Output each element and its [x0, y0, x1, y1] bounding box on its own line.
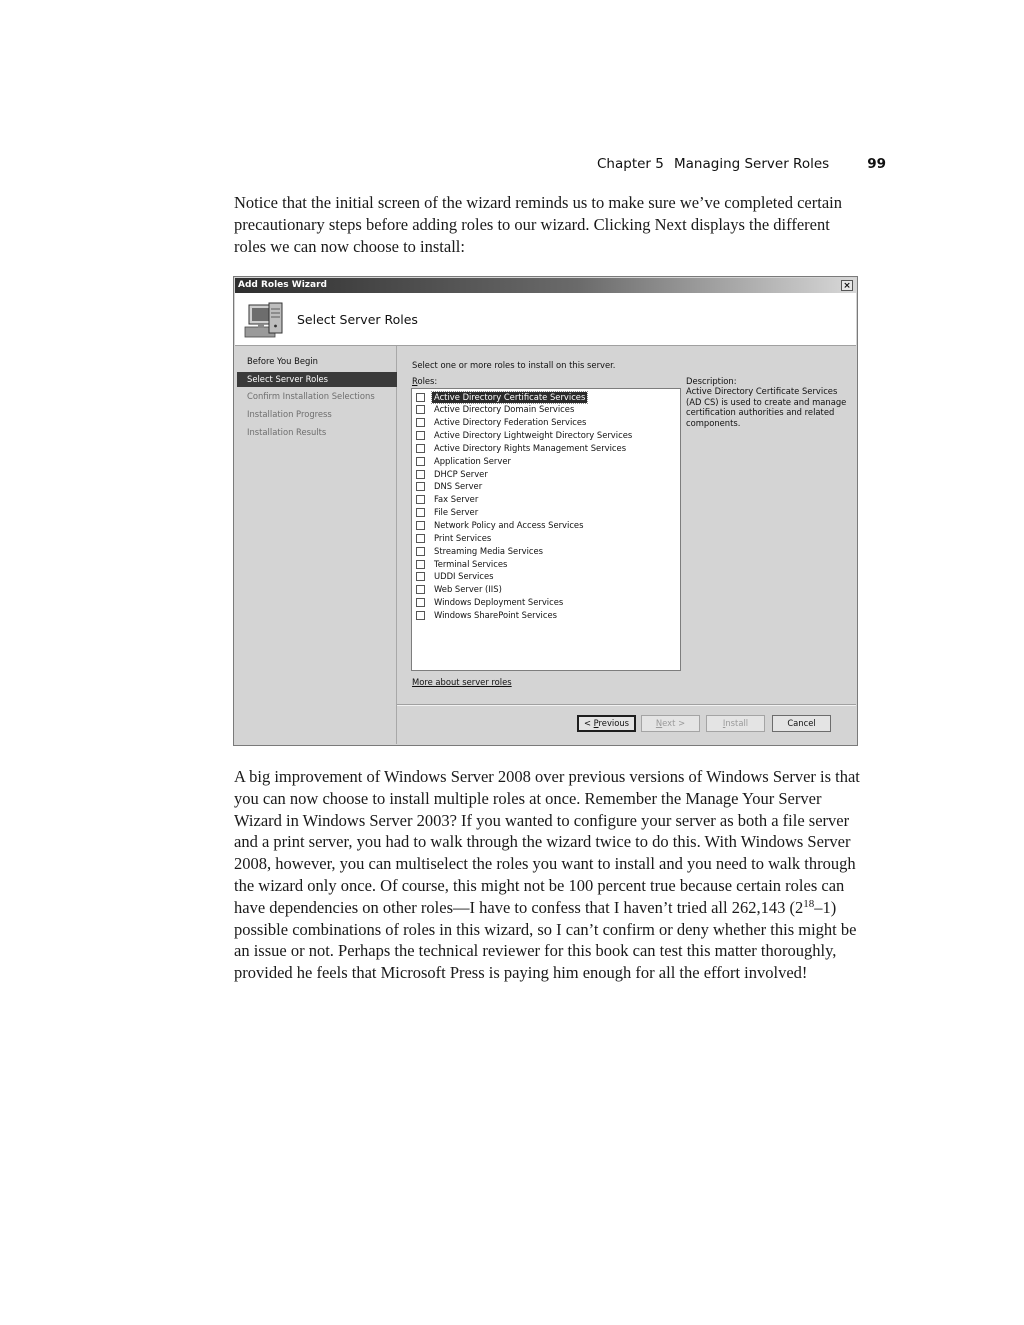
role-label[interactable]: DNS Server — [434, 481, 483, 492]
role-label[interactable]: Network Policy and Access Services — [434, 520, 584, 530]
role-checkbox[interactable] — [416, 547, 425, 556]
role-description — [686, 376, 856, 428]
roles-label-text: oles: — [417, 376, 438, 386]
role-row[interactable] — [416, 494, 480, 506]
text-line: possible combinations of roles in this wizard, so I can’t confirm or deny whether this might be — [234, 919, 857, 939]
window-title: Add Roles Wizard — [238, 280, 327, 290]
role-checkbox[interactable] — [416, 534, 425, 543]
role-checkbox[interactable] — [416, 405, 425, 414]
install-button[interactable] — [706, 715, 765, 732]
role-checkbox[interactable] — [416, 560, 425, 569]
previous-button-text: revious — [598, 718, 630, 728]
button-divider — [397, 704, 856, 706]
cancel-button[interactable]: Cancel — [772, 715, 831, 732]
text-line-with-superscript — [234, 897, 886, 919]
install-button-text: nstall — [725, 718, 749, 728]
role-row[interactable] — [416, 597, 565, 609]
role-row[interactable] — [416, 391, 587, 403]
text-line: A big improvement of Windows Server 2008 over previous versions of Windows Server is that — [234, 767, 860, 786]
role-checkbox[interactable] — [416, 521, 425, 530]
role-label[interactable]: Windows Deployment Services — [434, 597, 564, 608]
role-label[interactable]: Web Server (IIS) — [434, 584, 502, 595]
exponent: 18 — [803, 897, 815, 910]
description-line: components. — [686, 417, 741, 428]
roles-label — [412, 376, 437, 386]
role-row[interactable] — [416, 430, 634, 442]
role-checkbox[interactable] — [416, 585, 425, 594]
role-checkbox[interactable] — [416, 418, 425, 427]
role-label[interactable]: Application Server — [434, 455, 511, 466]
wizard-page-title: Select Server Roles — [297, 312, 418, 327]
role-label[interactable]: Terminal Services — [434, 558, 508, 569]
chapter-title: Managing Server Roles — [674, 156, 830, 172]
wizard-titlebar[interactable] — [235, 278, 856, 293]
role-label[interactable]: Active Directory Lightweight Directory Services — [434, 430, 633, 441]
next-button[interactable] — [641, 715, 700, 732]
description-line: certification authorities and related — [686, 407, 835, 418]
next-button-accesskey: N — [655, 718, 663, 728]
text-line: Notice that the initial screen of the wizard reminds us to make sure we’ve completed certain — [234, 193, 842, 212]
description-title: Description: — [686, 376, 737, 386]
text-line: roles we can now choose to install: — [234, 236, 465, 256]
role-row[interactable] — [416, 404, 576, 416]
text-line: provided he feels that Microsoft Press is paying him enough for all the effort involved! — [234, 963, 808, 983]
install-button-accesskey: I — [722, 718, 726, 728]
nav-item-confirm-installation: Confirm Installation Selections — [247, 391, 375, 401]
text-line: you can now choose to install multiple roles at once. Remember the Manage Your Server — [234, 788, 822, 808]
text-line: Wizard in Windows Server 2003? If you wanted to configure your server as both a file server — [234, 810, 850, 830]
role-checkbox[interactable] — [416, 611, 425, 620]
page-number: 99 — [867, 156, 886, 172]
role-row[interactable] — [416, 609, 559, 621]
next-button-text: ext > — [662, 718, 686, 728]
role-label[interactable]: Active Directory Domain Services — [434, 404, 575, 415]
add-roles-wizard-window — [233, 276, 858, 746]
previous-button-accesskey: P — [593, 718, 599, 728]
role-row[interactable] — [416, 584, 504, 596]
role-checkbox[interactable] — [416, 444, 425, 453]
role-row[interactable] — [416, 442, 628, 454]
role-label[interactable]: Streaming Media Services — [434, 545, 544, 556]
roles-label-accesskey: R — [412, 376, 418, 386]
role-label[interactable]: Active Directory Certificate Services — [434, 391, 586, 402]
role-checkbox[interactable] — [416, 457, 425, 466]
text-fragment: –1) — [814, 897, 837, 917]
role-label[interactable]: Active Directory Rights Management Services — [434, 442, 627, 453]
roles-checklist[interactable] — [411, 388, 681, 671]
role-label[interactable]: DHCP Server — [434, 468, 488, 479]
role-row[interactable] — [416, 455, 513, 467]
nav-item-installation-results: Installation Results — [247, 427, 327, 437]
nav-item-select-server-roles[interactable]: Select Server Roles — [237, 372, 397, 387]
description-line: Active Directory Certificate Services — [686, 386, 838, 397]
wizard-header — [235, 293, 856, 346]
nav-item-installation-progress: Installation Progress — [247, 409, 332, 419]
previous-button-prefix: < — [583, 718, 594, 728]
role-label[interactable]: UDDI Services — [434, 571, 494, 582]
running-head — [560, 156, 886, 176]
text-line: the wizard only once. Of course, this might not be 100 percent true because certain roles can — [234, 875, 845, 895]
role-checkbox[interactable] — [416, 470, 425, 479]
text-fragment: have dependencies on other roles—I have to confess that I haven’t tried all 262,143 (2 — [234, 897, 804, 917]
server-computer-icon — [243, 300, 285, 340]
text-line: an issue or not. Perhaps the technical reviewer for this book can test this matter thoroughly, — [234, 941, 837, 961]
role-row[interactable] — [416, 417, 588, 429]
more-about-server-roles-link[interactable]: More about server roles — [412, 677, 512, 687]
role-label[interactable]: Windows SharePoint Services — [434, 609, 557, 620]
nav-item-before-you-begin[interactable]: Before You Begin — [247, 356, 318, 366]
wizard-nav — [235, 346, 397, 744]
role-row[interactable] — [416, 481, 484, 493]
text-line: 2008, however, you can multiselect the roles you want to install and you need to walk through — [234, 854, 856, 874]
role-label[interactable]: File Server — [434, 507, 479, 518]
description-line: (AD CS) is used to create and manage — [686, 396, 847, 407]
chapter-label: Chapter 5 — [597, 156, 664, 172]
role-checkbox[interactable] — [416, 482, 425, 491]
role-checkbox[interactable] — [416, 431, 425, 440]
role-checkbox[interactable] — [416, 598, 425, 607]
role-label[interactable]: Fax Server — [434, 494, 479, 505]
role-label[interactable]: Print Services — [434, 532, 492, 543]
role-checkbox[interactable] — [416, 393, 425, 402]
close-button[interactable] — [841, 280, 853, 291]
instruction-text: Select one or more roles to install on this server. — [412, 360, 616, 370]
role-row[interactable] — [416, 545, 545, 557]
role-row[interactable] — [416, 468, 490, 480]
close-icon: × — [843, 281, 851, 291]
role-row[interactable] — [416, 507, 480, 519]
role-row[interactable] — [416, 532, 493, 544]
role-checkbox[interactable] — [416, 572, 425, 581]
intro-paragraph — [234, 192, 886, 257]
role-row[interactable] — [416, 571, 495, 583]
role-checkbox[interactable] — [416, 508, 425, 517]
text-line: and a print server, you had to walk through the wizard twice to do this. With Windows Server — [234, 832, 851, 852]
role-checkbox[interactable] — [416, 495, 425, 504]
role-label[interactable]: Active Directory Federation Services — [434, 417, 587, 428]
text-line: precautionary steps before adding roles to our wizard. Clicking Next displays the different — [234, 214, 830, 234]
previous-button[interactable] — [577, 715, 636, 732]
wizard-content — [397, 346, 856, 744]
body-paragraph — [234, 766, 886, 984]
role-row[interactable] — [416, 558, 509, 570]
role-row[interactable] — [416, 520, 585, 532]
